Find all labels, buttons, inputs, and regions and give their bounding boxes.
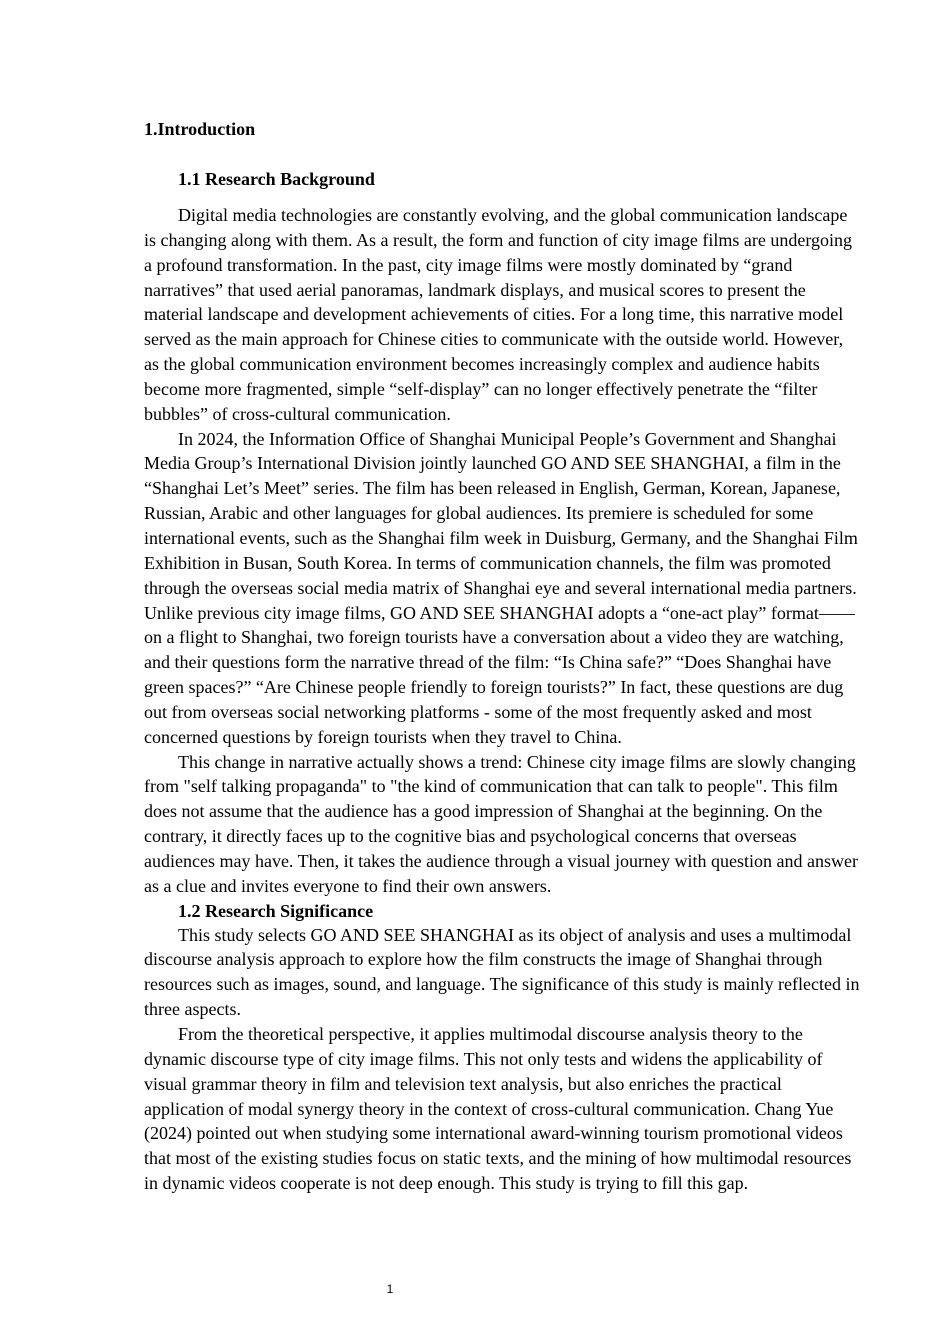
paragraph: Digital media technologies are constantly evolving, and the global communication landscape is changing along with them. As a result, the form and function of city image films are undergoing a profound transformation. In the past, city image films were mostly dominated by “grand narratives” that used aerial panoramas, landmark displays, and musical scores to present the material landscape and development achievements of cities. For a long time, this narrative model served as the main approach for Chinese cities to communicate with the outside world. However, as the global communication environment becomes increasingly complex and audience habits become more fragmented, simple “self-display” can no longer effectively penetrate the “filter bubbles” of cross-cultural communication. bbox=[144, 205, 853, 424]
paragraph: This study selects GO AND SEE SHANGHAI as its object of analysis and uses a multimodal discourse analysis approach to explore how the film constructs the image of Shanghai through resources such as images, sound, and language. The significance of this study is mainly reflected in three aspects. bbox=[144, 924, 860, 1020]
document-page bbox=[144, 117, 860, 1196]
paragraph: This change in narrative actually shows a trend: Chinese city image films are slowly changing from "self talking propaganda" to "the kind of communication that can talk to people". This film does not assume that the audience has a good impression of Shanghai at the beginning. On the contrary, it directly faces up to the cognitive bias and psychological concerns that overseas audiences may have. Then, it takes the audience through a visual journey with question and answer as a clue and invites everyone to find their own answers. bbox=[144, 751, 858, 896]
section-title-research-background: 1.1 Research Background bbox=[178, 169, 375, 189]
section-title-research-significance: 1.2 Research Significance bbox=[178, 900, 374, 921]
paragraph: In 2024, the Information Office of Shanghai Municipal People’s Government and Shanghai Media Group’s International Division jointly launched GO AND SEE SHANGHAI, a film in the “Shanghai Let’s Meet” series. The film has been released in English, German, Korean, Japanese, Russian, Arabic and other languages for global audiences. Its premiere is scheduled for some international events, such as the Shanghai film week in Duisburg, Germany, and the Shanghai Film Exhibition in Busan, South Korea. In terms of communication channels, the film was promoted through the overseas social media matrix of Shanghai eye and several international media partners. Unlike previous city image films, GO AND SEE SHANGHAI adopts a “one-act play” format——on a flight to Shanghai, two foreign tourists have a conversation about a video they are watching, and their questions form the narrative thread of the film: “Is China safe?” “Does Shanghai have green spaces?” “Are Chinese people friendly to foreign tourists?” In fact, these questions are dug out from overseas social networking platforms - some of the most frequently asked and most concerned questions by foreign tourists when they travel to China. bbox=[144, 428, 858, 747]
page-number: 1 bbox=[386, 1282, 394, 1296]
paragraph: From the theoretical perspective, it applies multimodal discourse analysis theory to the dynamic discourse type of city image films. This not only tests and widens the applicability of visual grammar theory in film and television text analysis, but also enriches the practical application of modal synergy theory in the context of cross-cultural communication. Chang Yue (2024) pointed out when studying some international award-winning tourism promotional videos that most of the existing studies focus on static texts, and the mining of how multimodal resources in dynamic videos cooperate is not deep enough. This study is trying to fill this gap. bbox=[144, 1024, 852, 1194]
chapter-heading: 1.Introduction bbox=[144, 119, 256, 139]
